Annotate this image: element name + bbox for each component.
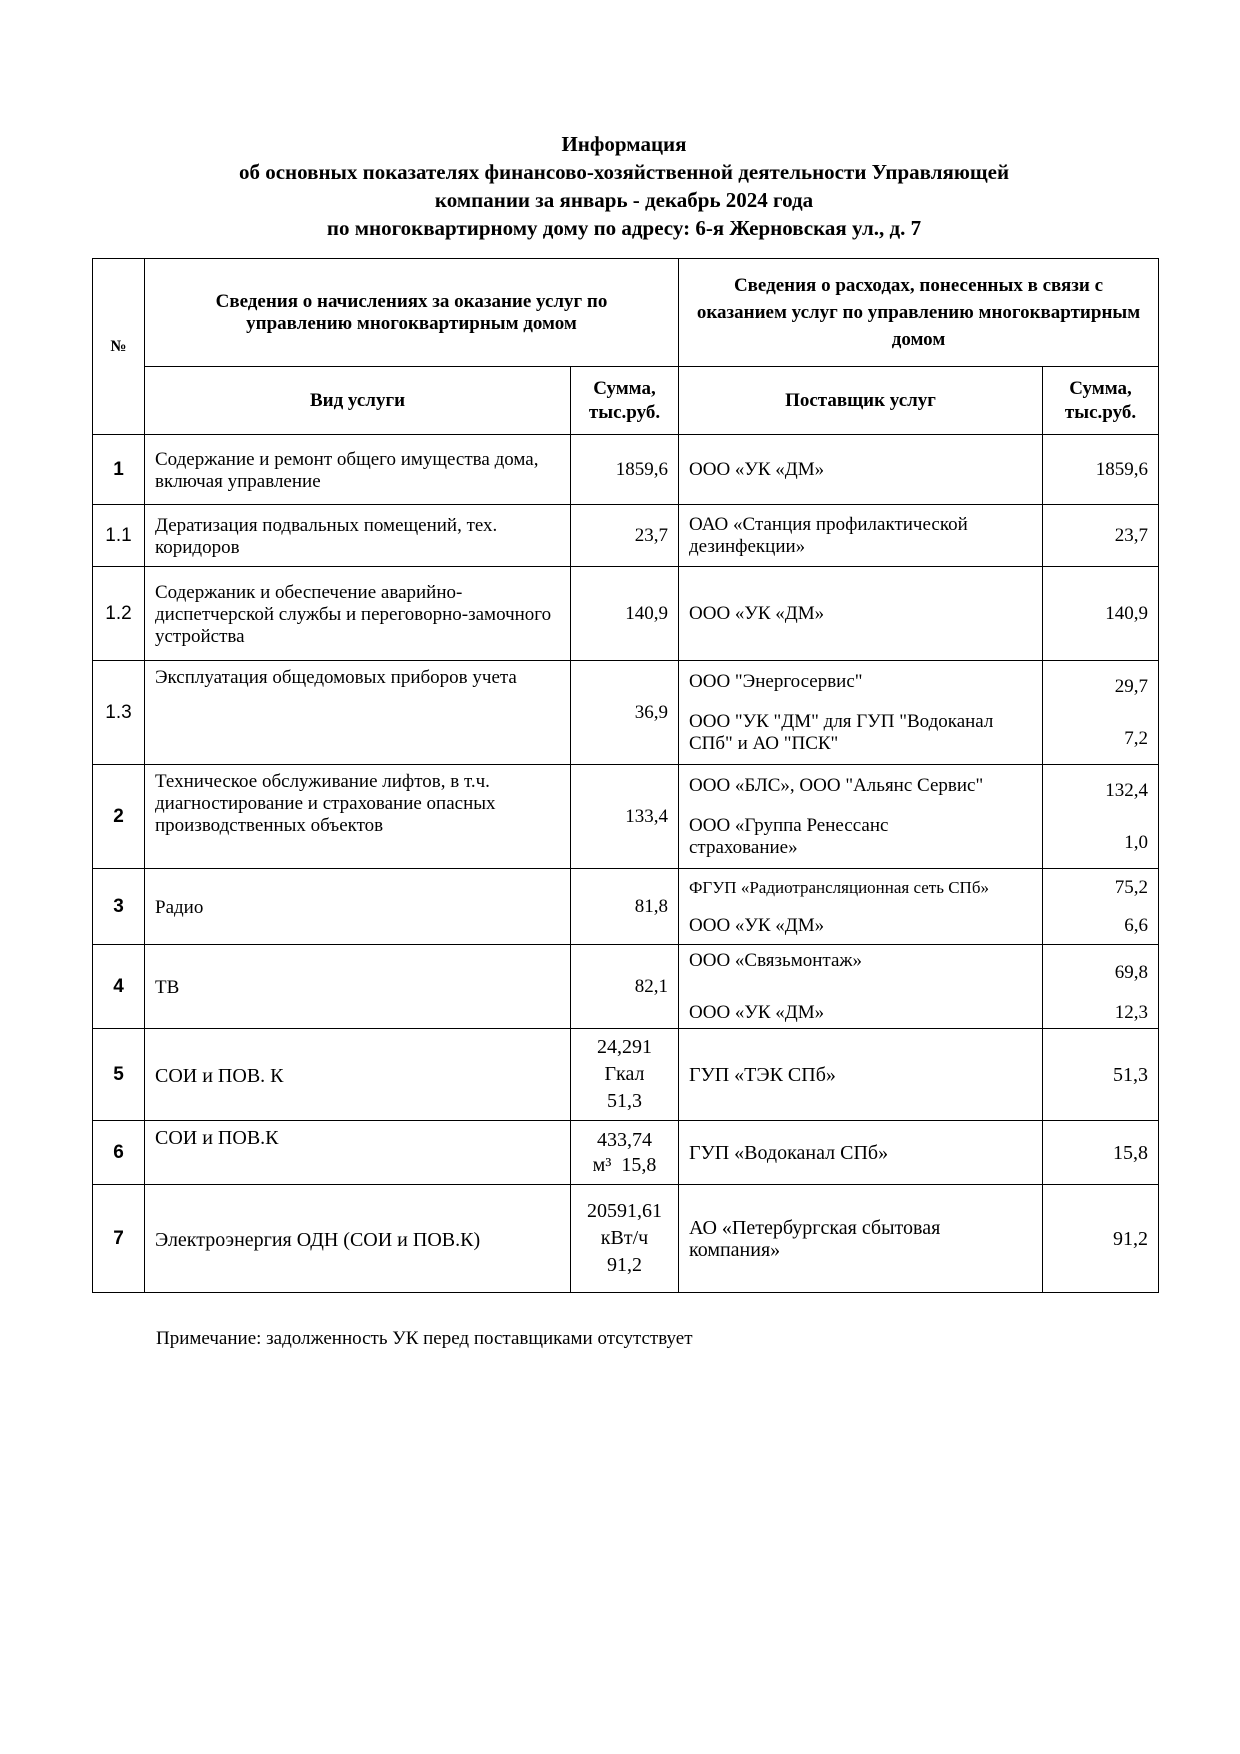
service-name: Электроэнергия ОДН (СОИ и ПОВ.К) xyxy=(145,1185,571,1293)
supplier-header: Поставщик услуг xyxy=(679,367,1043,435)
service-name: ТВ xyxy=(145,945,571,1029)
service-amount: 23,7 xyxy=(571,505,679,567)
service-name: Техническое обслуживание лифтов, в т.ч. диагностирование и страхование опасных производственных объектов xyxy=(145,765,571,869)
service-amount: 133,4 xyxy=(571,765,679,869)
amount-unit: Гкал xyxy=(604,1063,645,1085)
supplier-amount-cell xyxy=(1043,765,1159,869)
row-number: 1.3 xyxy=(93,661,145,765)
service-amount: 82,1 xyxy=(571,945,679,1029)
row-number: 1.2 xyxy=(93,567,145,661)
table-row xyxy=(93,567,1159,661)
supplier-name: ФГУП «Радиотрансляционная сеть СПб» xyxy=(689,877,989,897)
supplier-amount: 23,7 xyxy=(1043,505,1159,567)
service-amount-cell xyxy=(571,1185,679,1293)
financial-table xyxy=(92,258,1159,1293)
supplier-amount-cell xyxy=(1043,869,1159,945)
row-number: 4 xyxy=(93,945,145,1029)
service-amount: 36,9 xyxy=(571,661,679,765)
row-number: 3 xyxy=(93,869,145,945)
title-line-1: Информация xyxy=(561,132,687,156)
row-number: 6 xyxy=(93,1121,145,1185)
amount-line: 433,74 xyxy=(597,1128,652,1151)
service-name: Радио xyxy=(145,869,571,945)
amount-unit: кВт/ч xyxy=(600,1227,649,1249)
supplier-amount: 29,7 xyxy=(1114,675,1149,697)
supplier-amount: 12,3 xyxy=(1114,1001,1149,1023)
service-amount-cell xyxy=(571,1121,679,1185)
table-row xyxy=(93,1121,1159,1185)
row-number: 1 xyxy=(93,435,145,505)
service-name: СОИ и ПОВ.К xyxy=(145,1121,571,1185)
amount-line: 91,2 xyxy=(607,1254,642,1276)
supplier-amount: 51,3 xyxy=(1043,1029,1159,1121)
service-name: СОИ и ПОВ. К xyxy=(145,1029,571,1121)
supplier-name: ООО «УК «ДМ» xyxy=(689,914,825,936)
note-text: Примечание: задолженность УК перед поставщиками отсутствует xyxy=(156,1328,693,1349)
num-header: № xyxy=(93,259,145,435)
service-name: Дератизация подвальных помещений, тех. коридоров xyxy=(145,505,571,567)
supplier-cell xyxy=(679,765,1043,869)
table-row xyxy=(93,505,1159,567)
service-amount: 1859,6 xyxy=(571,435,679,505)
supplier-name: ГУП «ТЭК СПб» xyxy=(679,1029,1043,1121)
supplier-amount: 1,0 xyxy=(1124,831,1149,853)
supplier-amount-cell xyxy=(1043,945,1159,1029)
service-amount-cell xyxy=(571,1029,679,1121)
supplier-name: ООО «БЛС», ООО "Альянс Сервис" xyxy=(689,774,984,796)
amount-line: 24,291 xyxy=(597,1036,652,1058)
amount-line: 20591,61 xyxy=(587,1200,662,1222)
sum-header: Сумма, тыс.руб. xyxy=(571,367,679,435)
title-line-2: об основных показателях финансово-хозяйственной деятельности Управляющей xyxy=(238,160,1010,184)
supplier-amount: 15,8 xyxy=(1043,1121,1159,1185)
amount-line: м³ 15,8 xyxy=(592,1153,657,1176)
table-row xyxy=(93,661,1159,765)
supplier-cell xyxy=(679,661,1043,765)
supplier-amount: 75,2 xyxy=(1114,876,1149,898)
service-name: Содержаник и обеспечение аварийно-диспетчерской службы и переговорно-замочного устройства xyxy=(145,567,571,661)
service-amount: 140,9 xyxy=(571,567,679,661)
supplier-amount: 7,2 xyxy=(1124,727,1149,749)
table-row xyxy=(93,869,1159,945)
supplier-name: ООО "УК "ДМ" для ГУП "Водоканал СПб" и АО "ПСК" xyxy=(689,710,994,754)
supplier-name: ООО «УК «ДМ» xyxy=(679,567,1043,661)
supplier-cell xyxy=(679,869,1043,945)
supplier-amount: 140,9 xyxy=(1043,567,1159,661)
sum-header-2: Сумма, тыс.руб. xyxy=(1043,367,1159,435)
table-row xyxy=(93,435,1159,505)
title-line-3: компании за январь - декабрь 2024 года xyxy=(434,188,814,212)
service-name: Содержание и ремонт общего имущества дома, включая управление xyxy=(145,435,571,505)
accruals-header: Сведения о начислениях за оказание услуг по управлению многоквартирным домом xyxy=(145,259,679,367)
supplier-amount: 1859,6 xyxy=(1043,435,1159,505)
row-number: 5 xyxy=(93,1029,145,1121)
supplier-amount: 132,4 xyxy=(1105,779,1149,801)
table-row xyxy=(93,945,1159,1029)
service-amount: 81,8 xyxy=(571,869,679,945)
row-number: 7 xyxy=(93,1185,145,1293)
supplier-name: ООО «УК «ДМ» xyxy=(679,435,1043,505)
table-row xyxy=(93,765,1159,869)
supplier-name: ООО "Энергосервис" xyxy=(689,670,863,692)
expenses-header: Сведения о расходах, понесенных в связи с оказанием услуг по управлению многоквартирным домом xyxy=(679,259,1159,367)
table-row xyxy=(93,1185,1159,1293)
service-type-header: Вид услуги xyxy=(145,367,571,435)
supplier-name: ООО «Связьмонтаж» xyxy=(689,949,863,971)
supplier-name: ОАО «Станция профилактической дезинфекции» xyxy=(679,505,1043,567)
supplier-name: ГУП «Водоканал СПб» xyxy=(679,1121,1043,1185)
document-title xyxy=(92,130,1156,242)
supplier-name: ООО «УК «ДМ» xyxy=(689,1001,825,1023)
title-line-4: по многоквартирному дому по адресу: 6-я Жерновская ул., д. 7 xyxy=(326,216,922,240)
supplier-cell xyxy=(679,945,1043,1029)
row-number: 1.1 xyxy=(93,505,145,567)
supplier-amount: 69,8 xyxy=(1114,961,1149,983)
supplier-amount: 6,6 xyxy=(1124,914,1149,936)
service-name: Эксплуатация общедомовых приборов учета xyxy=(145,661,571,765)
amount-line: 51,3 xyxy=(607,1090,642,1112)
supplier-amount-cell xyxy=(1043,661,1159,765)
supplier-name: АО «Петербургская сбытовая компания» xyxy=(679,1185,1043,1293)
row-number: 2 xyxy=(93,765,145,869)
table-row xyxy=(93,1029,1159,1121)
supplier-amount: 91,2 xyxy=(1043,1185,1159,1293)
supplier-name: ООО «Группа Ренессанс страхование» xyxy=(689,814,889,858)
